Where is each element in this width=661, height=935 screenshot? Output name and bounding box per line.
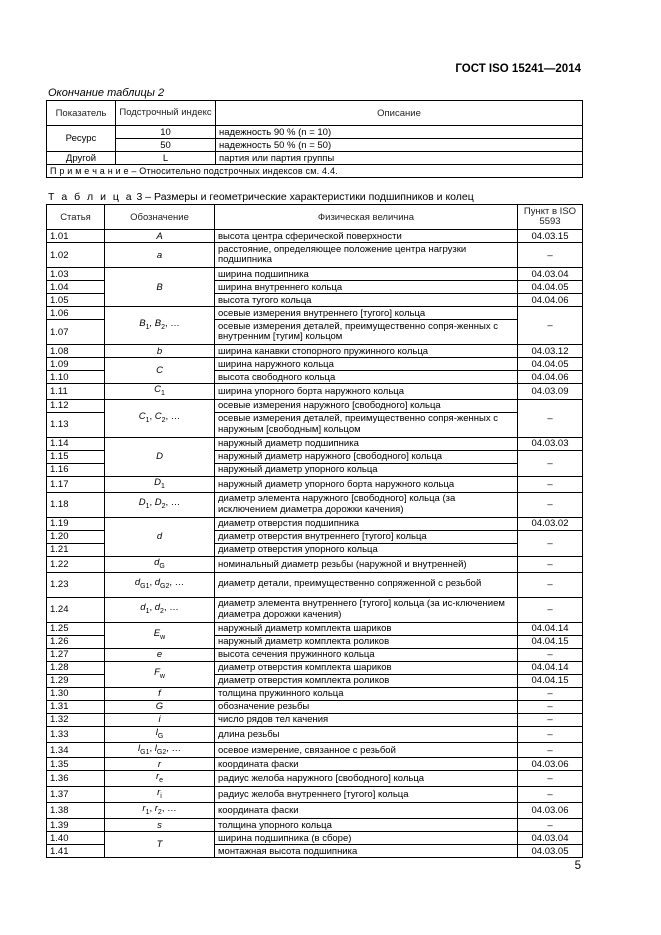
clause-cell: –: [518, 742, 583, 758]
table-row: [47, 758, 583, 771]
symbol-cell: $d_1$, $d_2$, …: [105, 597, 215, 622]
symbol-cell: s: [105, 819, 215, 832]
table-row: [47, 556, 583, 572]
page-number: 5: [574, 860, 581, 872]
table-row: [47, 687, 583, 700]
quantity-cell: число рядов тел качения: [215, 713, 518, 726]
quantity-cell: координата фаски: [215, 803, 518, 819]
table-row: [47, 771, 583, 787]
symbol-cell: a: [105, 243, 215, 268]
article-cell: 1.35: [47, 758, 105, 771]
table-row: [47, 243, 583, 268]
article-cell: 1.12: [47, 399, 105, 412]
clause-cell: 04.04.06: [518, 371, 583, 384]
table-row: [47, 700, 583, 713]
table3-caption-label: Т а б л и ц а: [48, 191, 134, 203]
quantity-cell: радиус желоба внутреннего [тугого] кольца: [215, 787, 518, 803]
table-row: [47, 139, 583, 152]
symbol-cell: $d_G$: [105, 556, 215, 572]
article-cell: 1.01: [47, 230, 105, 243]
clause-cell: –: [518, 530, 583, 556]
symbol-cell: f: [105, 687, 215, 700]
header-indicator: Показатель: [47, 101, 116, 126]
quantity-cell: диаметр отверстия внутреннего [тугого] кольца: [215, 530, 518, 543]
article-cell: 1.30: [47, 687, 105, 700]
symbol-cell: $r_i$: [105, 787, 215, 803]
table-row: [47, 152, 583, 165]
table3-caption-text: 3 – Размеры и геометрические характеристики подшипников и колец: [133, 191, 474, 203]
quantity-cell: диаметр отверстия упорного кольца: [215, 543, 518, 556]
symbol-cell: A: [105, 230, 215, 243]
symbol-cell: $F_w$: [105, 661, 215, 687]
table-row: [47, 492, 583, 517]
quantity-cell: наружный диаметр упорного кольца: [215, 463, 518, 476]
article-cell: 1.29: [47, 674, 105, 687]
table-row: [47, 345, 583, 358]
indicator-cell: Ресурс: [47, 126, 116, 152]
table-row: [47, 126, 583, 139]
article-cell: 1.02: [47, 243, 105, 268]
article-cell: 1.26: [47, 635, 105, 648]
table3-caption: [48, 191, 474, 203]
article-cell: 1.25: [47, 622, 105, 635]
quantity-cell: высота тугого кольца: [215, 294, 518, 307]
quantity-cell: толщина упорного кольца: [215, 819, 518, 832]
clause-cell: –: [518, 597, 583, 622]
clause-cell: –: [518, 648, 583, 661]
quantity-cell: диаметр элемента наружного [свободного] кольца (за исключением диаметра дорожки качения): [215, 492, 518, 517]
symbol-cell: b: [105, 345, 215, 358]
article-cell: 1.11: [47, 384, 105, 400]
article-cell: 1.37: [47, 787, 105, 803]
article-cell: 1.15: [47, 450, 105, 463]
article-cell: 1.31: [47, 700, 105, 713]
quantity-cell: диаметр отверстия комплекта роликов: [215, 674, 518, 687]
article-cell: 1.07: [47, 320, 105, 345]
table-row: [47, 742, 583, 758]
article-cell: 1.33: [47, 726, 105, 742]
article-cell: 1.38: [47, 803, 105, 819]
table-row: [47, 307, 583, 320]
quantity-cell: осевое измерение, связанное с резьбой: [215, 742, 518, 758]
article-cell: 1.32: [47, 713, 105, 726]
clause-cell: 04.04.05: [518, 281, 583, 294]
article-cell: 1.09: [47, 358, 105, 371]
clause-cell: 04.04.14: [518, 661, 583, 674]
table-row: [47, 230, 583, 243]
symbol-cell: $r_e$: [105, 771, 215, 787]
clause-cell: –: [518, 726, 583, 742]
note-text: – Относительно подстрочных индексов см. 4.4.: [128, 165, 338, 176]
quantity-cell: радиус желоба наружного [свободного] кольца: [215, 771, 518, 787]
article-cell: 1.20: [47, 530, 105, 543]
clause-cell: –: [518, 307, 583, 345]
article-cell: 1.06: [47, 307, 105, 320]
table-row: [47, 268, 583, 281]
clause-cell: –: [518, 700, 583, 713]
article-cell: 1.27: [47, 648, 105, 661]
clause-cell: –: [518, 492, 583, 517]
table-row: [47, 384, 583, 400]
table-row: [47, 399, 583, 412]
quantity-cell: номинальный диаметр резьбы (наружной и внутренней): [215, 556, 518, 572]
article-cell: 1.21: [47, 543, 105, 556]
article-cell: 1.10: [47, 371, 105, 384]
table-row: [47, 517, 583, 530]
quantity-cell: наружный диаметр комплекта шариков: [215, 622, 518, 635]
quantity-cell: наружный диаметр наружного [свободного] кольца: [215, 450, 518, 463]
header-quantity: Физическая величина: [215, 205, 518, 230]
symbol-cell: $C_1$: [105, 384, 215, 400]
clause-cell: –: [518, 450, 583, 476]
clause-cell: 04.04.14: [518, 622, 583, 635]
table-row: [47, 726, 583, 742]
table-3: [46, 204, 583, 858]
quantity-cell: высота свободного кольца: [215, 371, 518, 384]
clause-cell: –: [518, 399, 583, 437]
quantity-cell: монтажная высота подшипника: [215, 845, 518, 858]
clause-cell: –: [518, 713, 583, 726]
quantity-cell: наружный диаметр комплекта роликов: [215, 635, 518, 648]
quantity-cell: расстояние, определяющее положение центра нагрузки подшипника: [215, 243, 518, 268]
table-row: [47, 358, 583, 371]
quantity-cell: осевые измерения деталей, преимущественно сопря-женных с внутренним [тугим] кольцом: [215, 320, 518, 345]
table-header-row: [47, 205, 583, 230]
quantity-cell: диаметр детали, преимущественно сопряженной с резьбой: [215, 572, 518, 597]
clause-cell: –: [518, 476, 583, 492]
clause-cell: –: [518, 819, 583, 832]
quantity-cell: ширина внутреннего кольца: [215, 281, 518, 294]
indicator-cell: Другой: [47, 152, 116, 165]
article-cell: 1.23: [47, 572, 105, 597]
table-row: [47, 597, 583, 622]
article-cell: 1.05: [47, 294, 105, 307]
header-subscript: Подстрочный индекс: [116, 101, 216, 126]
quantity-cell: обозначение резьбы: [215, 700, 518, 713]
table-header-row: [47, 101, 583, 126]
header-description: Описание: [216, 101, 583, 126]
table2-caption: Окончание таблицы 2: [48, 87, 165, 99]
article-cell: 1.36: [47, 771, 105, 787]
article-cell: 1.04: [47, 281, 105, 294]
clause-cell: 04.03.04: [518, 268, 583, 281]
symbol-cell: $d_{G1}$, $d_{G2}$, …: [105, 572, 215, 597]
quantity-cell: диаметр отверстия комплекта шариков: [215, 661, 518, 674]
symbol-cell: T: [105, 832, 215, 858]
quantity-cell: высота сечения пружинного кольца: [215, 648, 518, 661]
quantity-cell: высота центра сферической поверхности: [215, 230, 518, 243]
symbol-cell: B: [105, 268, 215, 307]
clause-cell: 04.03.04: [518, 832, 583, 845]
quantity-cell: ширина наружного кольца: [215, 358, 518, 371]
article-cell: 1.08: [47, 345, 105, 358]
clause-cell: 04.03.02: [518, 517, 583, 530]
article-cell: 1.16: [47, 463, 105, 476]
symbol-cell: $D_1$, $D_2$, …: [105, 492, 215, 517]
article-cell: 1.19: [47, 517, 105, 530]
article-cell: 1.39: [47, 819, 105, 832]
subscript-cell: 10: [116, 126, 216, 139]
article-cell: 1.18: [47, 492, 105, 517]
symbol-cell: $C_1$, $C_2$, …: [105, 399, 215, 437]
symbol-cell: G: [105, 700, 215, 713]
clause-cell: 04.04.15: [518, 674, 583, 687]
symbol-cell: d: [105, 517, 215, 556]
table-row: [47, 819, 583, 832]
quantity-cell: диаметр элемента внутреннего [тугого] кольца (за ис-ключением диаметра дорожки качения): [215, 597, 518, 622]
article-cell: 1.41: [47, 845, 105, 858]
quantity-cell: осевые измерения внутреннего [тугого] кольца: [215, 307, 518, 320]
quantity-cell: координата фаски: [215, 758, 518, 771]
table-note: [47, 165, 583, 178]
table-row: [47, 832, 583, 845]
symbol-cell: $B_1$, $B_2$, …: [105, 307, 215, 345]
clause-cell: 04.03.03: [518, 437, 583, 450]
article-cell: 1.34: [47, 742, 105, 758]
article-cell: 1.22: [47, 556, 105, 572]
clause-cell: 04.04.05: [518, 358, 583, 371]
clause-cell: 04.03.05: [518, 845, 583, 858]
description-cell: надежность 50 % (n = 50): [216, 139, 583, 152]
symbol-cell: r: [105, 758, 215, 771]
subscript-cell: L: [116, 152, 216, 165]
symbol-cell: $D_1$: [105, 476, 215, 492]
article-cell: 1.17: [47, 476, 105, 492]
header-symbol: Обозначение: [105, 205, 215, 230]
clause-cell: 04.04.06: [518, 294, 583, 307]
table-2: [46, 100, 583, 178]
clause-cell: –: [518, 572, 583, 597]
symbol-cell: D: [105, 437, 215, 476]
table-row: [47, 661, 583, 674]
clause-cell: –: [518, 787, 583, 803]
quantity-cell: наружный диаметр упорного борта наружного кольца: [215, 476, 518, 492]
table-row: [47, 572, 583, 597]
description-cell: партия или партия группы: [216, 152, 583, 165]
symbol-cell: i: [105, 713, 215, 726]
clause-cell: –: [518, 556, 583, 572]
table-row: [47, 787, 583, 803]
quantity-cell: диаметр отверстия подшипника: [215, 517, 518, 530]
clause-cell: 04.03.09: [518, 384, 583, 400]
clause-cell: –: [518, 687, 583, 700]
quantity-cell: длина резьбы: [215, 726, 518, 742]
subscript-cell: 50: [116, 139, 216, 152]
table-note-row: [47, 165, 583, 178]
symbol-cell: C: [105, 358, 215, 384]
article-cell: 1.28: [47, 661, 105, 674]
clause-cell: –: [518, 771, 583, 787]
quantity-cell: осевые измерения деталей, преимущественно сопря-женных с наружным [свободным] кольцом: [215, 412, 518, 437]
description-cell: надежность 90 % (n = 10): [216, 126, 583, 139]
quantity-cell: ширина подшипника (в сборе): [215, 832, 518, 845]
article-cell: 1.24: [47, 597, 105, 622]
quantity-cell: ширина канавки стопорного пружинного кольца: [215, 345, 518, 358]
symbol-cell: $r_1$, $r_2$, …: [105, 803, 215, 819]
symbol-cell: $E_w$: [105, 622, 215, 648]
article-cell: 1.40: [47, 832, 105, 845]
table-row: [47, 713, 583, 726]
symbol-cell: $l_G$: [105, 726, 215, 742]
quantity-cell: наружный диаметр подшипника: [215, 437, 518, 450]
article-cell: 1.13: [47, 412, 105, 437]
header-article: Статья: [47, 205, 105, 230]
quantity-cell: ширина подшипника: [215, 268, 518, 281]
clause-cell: 04.03.06: [518, 758, 583, 771]
table-row: [47, 476, 583, 492]
clause-cell: 04.04.15: [518, 635, 583, 648]
article-cell: 1.14: [47, 437, 105, 450]
table-row: [47, 437, 583, 450]
quantity-cell: ширина упорного борта наружного кольца: [215, 384, 518, 400]
symbol-cell: e: [105, 648, 215, 661]
note-label: П р и м е ч а н и е: [50, 165, 129, 176]
symbol-cell: $l_{G1}$, $l_{G2}$, …: [105, 742, 215, 758]
article-cell: 1.03: [47, 268, 105, 281]
table-row: [47, 803, 583, 819]
document-header: ГОСТ ISO 15241—2014: [455, 63, 581, 75]
clause-cell: 04.03.12: [518, 345, 583, 358]
table-row: [47, 622, 583, 635]
quantity-cell: толщина пружинного кольца: [215, 687, 518, 700]
clause-cell: 04.03.15: [518, 230, 583, 243]
table-row: [47, 648, 583, 661]
clause-cell: 04.03.06: [518, 803, 583, 819]
clause-cell: –: [518, 243, 583, 268]
quantity-cell: осевые измерения наружного [свободного] кольца: [215, 399, 518, 412]
header-clause: Пункт в ISO 5593: [518, 205, 583, 230]
